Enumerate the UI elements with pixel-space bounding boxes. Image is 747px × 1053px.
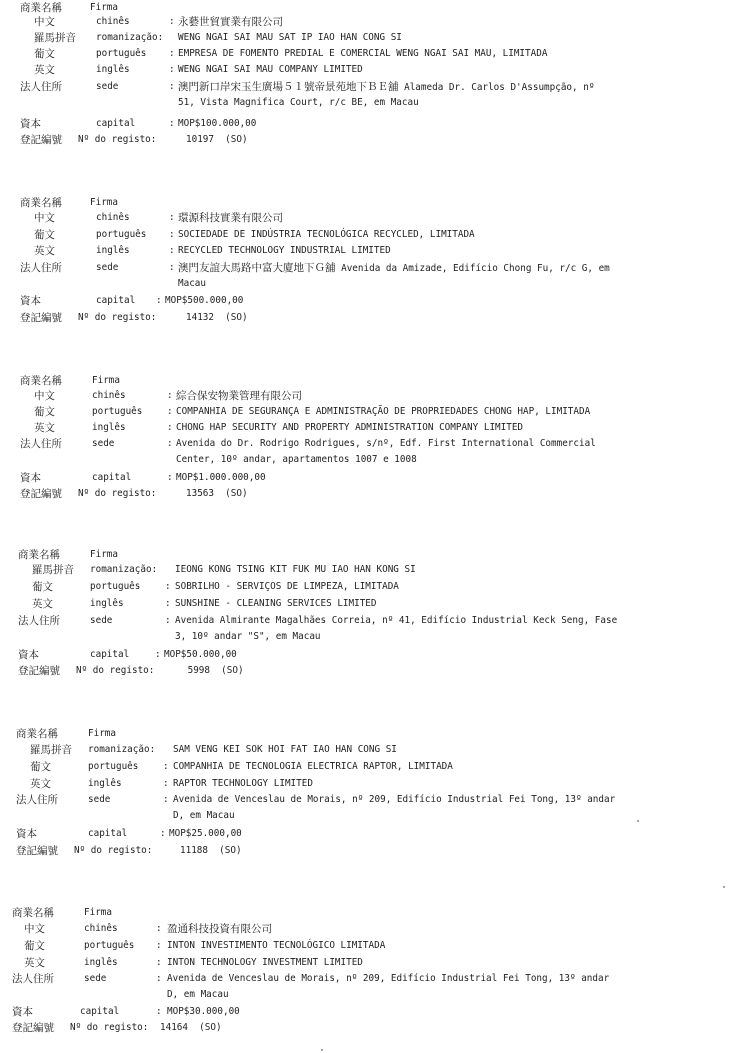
roman-label-cn: 羅馬拼音 [32, 564, 74, 576]
firma-label-pt: Firma [84, 907, 112, 918]
colon: : [169, 81, 175, 92]
chines-label-cn: 中文 [34, 212, 55, 224]
firma-label-cn: 商業名稱 [16, 728, 58, 740]
registo-label-pt: Nº do registo: [78, 488, 157, 499]
capital-label-pt: capital [96, 295, 136, 306]
chines-label-pt: chinês [92, 390, 126, 401]
colon: : [156, 957, 162, 968]
scan-speck [637, 820, 639, 822]
chines-label-cn: 中文 [24, 923, 45, 935]
sede-line-1 [178, 260, 610, 277]
capital-label-pt: capital [80, 1006, 120, 1017]
firma-label-cn: 商業名稱 [20, 2, 62, 14]
chines-label-cn: 中文 [34, 390, 55, 402]
port-label-cn: 葡文 [24, 940, 45, 952]
port-label-cn: 葡文 [34, 48, 55, 60]
registo-label-cn: 登記編號 [20, 488, 62, 500]
colon: : [156, 923, 162, 934]
capital-value: MOP$25.000,00 [169, 828, 242, 839]
colon: : [169, 48, 175, 59]
romanizacao-name: IEONG KONG TSING KIT FUK MU IAO HAN KONG SI [175, 564, 416, 575]
portugues-name: SOCIEDADE DE INDÚSTRIA TECNOLÓGICA RECYCLED, LIMITADA [178, 229, 475, 240]
capital-label-cn: 資本 [18, 649, 39, 661]
sede-label-pt: sede [90, 615, 113, 626]
port-label-pt: português [84, 940, 135, 951]
port-label-pt: português [88, 761, 139, 772]
sede-label-cn: 法人住所 [12, 973, 54, 985]
sede-line-1: Avenida de Venceslau de Morais, nº 209, Edifício Industrial Fei Tong, 13º andar [173, 794, 616, 805]
colon: : [169, 245, 175, 256]
colon: : [169, 229, 175, 240]
colon: : [156, 1006, 162, 1017]
colon: : [163, 778, 169, 789]
ingles-label-pt: inglês [96, 64, 130, 75]
capital-label-cn: 資本 [12, 1006, 33, 1018]
port-label-cn: 葡文 [34, 229, 55, 241]
registo-value: 10197 (SO) [186, 134, 248, 145]
sede-label-pt: sede [92, 438, 115, 449]
firma-label-pt: Firma [88, 728, 116, 739]
roman-label-pt: romanização: [88, 744, 156, 755]
firma-label-cn: 商業名稱 [20, 375, 62, 387]
capital-label-cn: 資本 [20, 472, 41, 484]
sede-address-zh: 澳門友誼大馬路中富大廈地下Ｇ舖 [178, 262, 336, 274]
port-label-cn: 葡文 [34, 406, 55, 418]
colon: : [156, 973, 162, 984]
sede-label-pt: sede [84, 973, 107, 984]
sede-label-cn: 法人住所 [20, 262, 62, 274]
colon: : [167, 422, 173, 433]
ingles-label-pt: inglês [84, 957, 118, 968]
roman-label-cn: 羅馬拼音 [34, 32, 76, 44]
capital-label-cn: 資本 [20, 118, 41, 130]
ingles-name: RECYCLED TECHNOLOGY INDUSTRIAL LIMITED [178, 245, 391, 256]
sede-label-cn: 法人住所 [16, 794, 58, 806]
registo-label-pt: Nº do registo: [76, 665, 155, 676]
registo-label-cn: 登記編號 [20, 312, 62, 324]
colon: : [165, 615, 171, 626]
registo-value: 14132 (SO) [186, 312, 248, 323]
colon: : [155, 649, 161, 660]
registo-label-pt: Nº do registo: [74, 845, 153, 856]
colon: : [165, 598, 171, 609]
sede-label-pt: sede [96, 262, 119, 273]
capital-value: MOP$500.000,00 [165, 295, 244, 306]
chines-name: 環源科技實業有限公司 [178, 212, 283, 224]
ingles-label-pt: inglês [90, 598, 124, 609]
chines-name: 綜合保安物業管理有限公司 [176, 390, 302, 402]
port-label-pt: português [90, 581, 141, 592]
registo-label-cn: 登記編號 [16, 845, 58, 857]
sede-line-2: D, em Macau [173, 810, 235, 821]
capital-value: MOP$30.000,00 [167, 1006, 240, 1017]
firma-label-pt: Firma [90, 197, 118, 208]
roman-label-pt: romanização: [96, 32, 164, 43]
ingles-label-pt: inglês [92, 422, 126, 433]
scan-speck [321, 1049, 323, 1051]
colon: : [169, 118, 175, 129]
registo-label-pt: Nº do registo: [70, 1022, 149, 1033]
ingles-name: CHONG HAP SECURITY AND PROPERTY ADMINISTRATION COMPANY LIMITED [176, 422, 524, 433]
port-label-pt: português [96, 48, 147, 59]
colon: : [156, 295, 162, 306]
registo-label-pt: Nº do registo: [78, 134, 157, 145]
sede-label-cn: 法人住所 [20, 438, 62, 450]
registo-label-cn: 登記編號 [12, 1022, 54, 1034]
capital-label-pt: capital [92, 472, 132, 483]
ingles-name: SUNSHINE - CLEANING SERVICES LIMITED [175, 598, 377, 609]
capital-label-pt: capital [88, 828, 128, 839]
sede-line-2: 3, 10º andar "S", em Macau [175, 631, 321, 642]
portugues-name: SOBRILHO - SERVIÇOS DE LIMPEZA, LIMITADA [175, 581, 399, 592]
sede-label-cn: 法人住所 [20, 81, 62, 93]
chines-label-pt: chinês [96, 212, 130, 223]
registo-value: 11188 (SO) [180, 845, 242, 856]
colon: : [160, 828, 166, 839]
capital-label-pt: capital [96, 118, 136, 129]
sede-line-2: 51, Vista Magnifica Court, r/c BE, em Macau [178, 97, 419, 108]
capital-value: MOP$100.000,00 [178, 118, 257, 129]
registo-label-cn: 登記編號 [20, 134, 62, 146]
chines-label-pt: chinês [96, 16, 130, 27]
sede-address-zh: 澳門新口岸宋玉生廣場５１號帝景苑地下ＢＥ舖 [178, 81, 399, 93]
registo-label-pt: Nº do registo: [78, 312, 157, 323]
colon: : [167, 438, 173, 449]
colon: : [169, 16, 175, 27]
colon: : [167, 406, 173, 417]
colon: : [156, 940, 162, 951]
port-label-cn: 葡文 [32, 581, 53, 593]
ingles-label-pt: inglês [88, 778, 122, 789]
colon: : [165, 581, 171, 592]
capital-label-cn: 資本 [20, 295, 41, 307]
registo-value: 5998 (SO) [182, 665, 244, 676]
ingles-label-cn: 英文 [32, 598, 53, 610]
registo-value: 14164 (SO) [160, 1022, 222, 1033]
firma-label-cn: 商業名稱 [18, 549, 60, 561]
ingles-name: WENG NGAI SAI MAU COMPANY LIMITED [178, 64, 363, 75]
colon: : [167, 472, 173, 483]
scan-speck [723, 886, 725, 888]
sede-line-1: Avenida de Venceslau de Morais, nº 209, Edifício Industrial Fei Tong, 13º andar [167, 973, 610, 984]
registo-value: 13563 (SO) [186, 488, 248, 499]
capital-label-cn: 資本 [16, 828, 37, 840]
portugues-name: COMPANHIA DE SEGURANÇA E ADMINISTRAÇÃO DE PROPRIEDADES CHONG HAP, LIMITADA [176, 406, 591, 417]
roman-label-cn: 羅馬拼音 [30, 744, 72, 756]
sede-line-1: Avenida Almirante Magalhães Correia, nº 41, Edifício Industrial Keck Seng, Fase [175, 615, 618, 626]
ingles-label-cn: 英文 [24, 957, 45, 969]
port-label-pt: português [96, 229, 147, 240]
sede-address-pt: Avenida da Amizade, Edifício Chong Fu, r/c G, em [341, 263, 610, 274]
ingles-name: INTON TECHNOLOGY INVESTMENT LIMITED [167, 957, 363, 968]
ingles-label-cn: 英文 [34, 422, 55, 434]
colon: : [167, 390, 173, 401]
registo-label-cn: 登記編號 [18, 665, 60, 677]
ingles-label-pt: inglês [96, 245, 130, 256]
sede-line-1: Avenida do Dr. Rodrigo Rodrigues, s/nº, Edf. First International Commercial [176, 438, 596, 449]
portugues-name: INTON INVESTIMENTO TECNOLÓGICO LIMITADA [167, 940, 386, 951]
sede-label-cn: 法人住所 [18, 615, 60, 627]
sede-line-1 [178, 79, 594, 96]
capital-value: MOP$50.000,00 [164, 649, 237, 660]
portugues-name: EMPRESA DE FOMENTO PREDIAL E COMERCIAL WENG NGAI SAI MAU, LIMITADA [178, 48, 548, 59]
roman-label-pt: romanização: [90, 564, 158, 575]
ingles-label-cn: 英文 [34, 245, 55, 257]
portugues-name: COMPANHIA DE TECNOLOGIA ELECTRICA RAPTOR, LIMITADA [173, 761, 453, 772]
firma-label-cn: 商業名稱 [12, 907, 54, 919]
chines-name: 盈通科技投資有限公司 [167, 923, 272, 935]
sede-address-pt: Alameda Dr. Carlos D'Assumpção, nº [404, 82, 595, 93]
port-label-cn: 葡文 [30, 761, 51, 773]
firma-label-pt: Firma [92, 375, 120, 386]
sede-line-2: D, em Macau [167, 989, 229, 1000]
romanizacao-name: SAM VENG KEI SOK HOI FAT IAO HAN CONG SI [173, 744, 397, 755]
chines-label-cn: 中文 [34, 16, 55, 28]
sede-line-2: Center, 10º andar, apartamentos 1007 e 1008 [176, 454, 417, 465]
sede-line-2: Macau [178, 278, 206, 289]
colon: : [163, 761, 169, 772]
colon: : [163, 794, 169, 805]
romanizacao-name: WENG NGAI SAI MAU SAT IP IAO HAN CONG SI [178, 32, 402, 43]
capital-value: MOP$1.000.000,00 [176, 472, 266, 483]
colon: : [169, 64, 175, 75]
firma-label-pt: Firma [90, 549, 118, 560]
capital-label-pt: capital [90, 649, 130, 660]
ingles-label-cn: 英文 [30, 778, 51, 790]
ingles-name: RAPTOR TECHNOLOGY LIMITED [173, 778, 313, 789]
sede-label-pt: sede [96, 81, 119, 92]
colon: : [169, 262, 175, 273]
chines-name: 永藝世貿實業有限公司 [178, 16, 283, 28]
ingles-label-cn: 英文 [34, 64, 55, 76]
firma-label-pt: Firma [90, 2, 118, 13]
sede-label-pt: sede [88, 794, 111, 805]
colon: : [169, 212, 175, 223]
chines-label-pt: chinês [84, 923, 118, 934]
firma-label-cn: 商業名稱 [20, 197, 62, 209]
port-label-pt: português [92, 406, 143, 417]
